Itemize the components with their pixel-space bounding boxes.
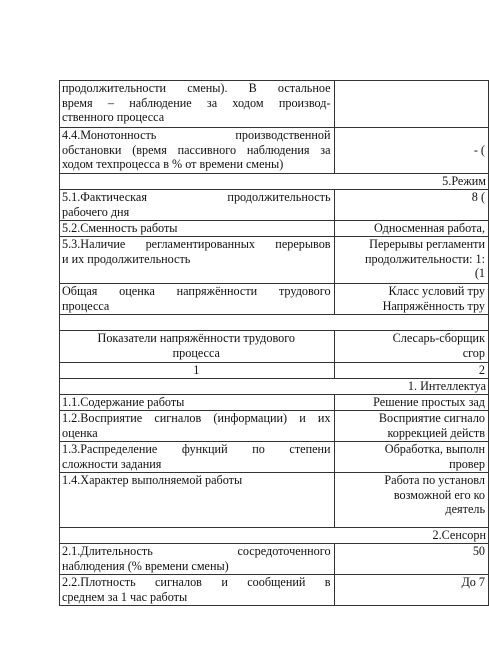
row-value-cell	[334, 395, 488, 411]
table-row	[60, 81, 489, 128]
text-line: Восприятие сигнало	[378, 411, 485, 425]
header-value-cell	[334, 331, 488, 363]
text-line: Напряжённость тру	[382, 298, 485, 313]
table-row	[60, 190, 489, 221]
row-value-cell	[334, 473, 488, 528]
row-value-cell	[334, 411, 488, 442]
spacer-row	[60, 315, 489, 331]
header-text: Слесарь-сборщик	[392, 331, 485, 345]
table-row	[60, 237, 489, 284]
text-line: 2.1.Длительность сосредоточенного	[62, 544, 331, 558]
column-number: 2	[478, 363, 485, 377]
section-title: 5.Режим	[442, 174, 486, 188]
text-line: 50	[472, 544, 485, 558]
row-indicator-cell	[60, 237, 335, 284]
row-value-cell	[334, 442, 488, 473]
column-number-row	[60, 363, 489, 379]
section-row	[60, 528, 489, 544]
text-line: коррекцией действ	[387, 425, 485, 440]
row-indicator-cell	[60, 575, 335, 606]
text-line: Класс условий тру	[388, 284, 485, 298]
text-line: наблюдения (% времени смены)	[62, 558, 229, 573]
text-line: оценка	[62, 425, 98, 440]
text-line: 8 (	[471, 190, 485, 204]
text-line: 1.2.Восприятие сигналов (информации) и их	[62, 411, 331, 425]
row-value-cell	[334, 237, 488, 284]
table-row	[60, 575, 489, 606]
row-value-cell	[334, 221, 488, 237]
text-line: рабочего дня	[62, 204, 130, 219]
row-indicator-cell	[60, 395, 335, 411]
row-indicator-cell	[60, 284, 335, 315]
row-value-cell	[334, 128, 488, 174]
text-line: 1.4.Характер выполняемой работы	[62, 473, 243, 487]
row-indicator-cell	[60, 544, 335, 575]
text-line: Работа по установл	[384, 473, 485, 487]
text-line: 1.1.Содержание работы	[62, 395, 185, 409]
section-title-cell	[60, 528, 489, 544]
text-line: 1.3.Распределение функций по степени	[62, 442, 331, 456]
text-line: - (	[473, 143, 485, 158]
row-value-cell	[334, 81, 488, 128]
text-line: 4.4.Монотонность производственной	[62, 128, 331, 142]
row-value-cell	[334, 284, 488, 315]
text-line: сложности задания	[62, 456, 162, 471]
table-row	[60, 473, 489, 528]
labor-intensity-table	[59, 80, 489, 606]
row-indicator-cell	[60, 411, 335, 442]
text-line: Односменная работа,	[374, 221, 485, 235]
text-line: Обработка, выполн	[384, 442, 485, 456]
header-text: сгор	[462, 345, 485, 360]
text-line: 2.2.Плотность сигналов и сообщений в	[62, 575, 331, 589]
text-line: Перерывы регламенти	[369, 237, 485, 251]
section-title: 2.Сенсорн	[432, 528, 486, 542]
text-line: возможной его ко	[393, 487, 485, 502]
section-title-cell	[60, 379, 489, 395]
text-line: и их продолжительность	[62, 251, 191, 266]
column-number-cell	[334, 363, 488, 379]
text-line: (1	[474, 266, 485, 281]
text-line: 5.2.Сменность работы	[62, 221, 178, 235]
text-line: продолжительности смены). В остальное	[62, 81, 331, 95]
row-indicator-cell	[60, 81, 335, 128]
text-line: время – наблюдение за ходом производ-	[62, 95, 331, 110]
text-line: 5.3.Наличие регламентированных перерывов	[62, 237, 331, 251]
table-row	[60, 442, 489, 473]
column-number: 1	[193, 363, 200, 377]
table-row	[60, 411, 489, 442]
header-text: процесса	[172, 345, 220, 360]
row-value-cell	[334, 544, 488, 575]
text-line: ственного процесса	[62, 110, 165, 125]
text-line: среднем за 1 час работы	[62, 589, 188, 604]
table-row	[60, 395, 489, 411]
text-line: Общая оценка напряжённости трудового	[62, 284, 331, 298]
header-row	[60, 331, 489, 363]
table-row	[60, 284, 489, 315]
section-title: 1. Интеллектуа	[407, 379, 486, 393]
text-line: продолжительности: 1:	[365, 251, 485, 266]
text-line: провер	[449, 456, 485, 471]
table-row	[60, 221, 489, 237]
section-title-cell	[60, 174, 489, 190]
table-row	[60, 544, 489, 575]
section-row	[60, 379, 489, 395]
section-row	[60, 174, 489, 190]
row-indicator-cell	[60, 190, 335, 221]
row-indicator-cell	[60, 473, 335, 528]
column-number-cell	[60, 363, 335, 379]
table-row	[60, 128, 489, 174]
row-indicator-cell	[60, 442, 335, 473]
spacer-cell	[60, 315, 489, 331]
row-indicator-cell	[60, 221, 335, 237]
text-line: деятель	[445, 502, 485, 517]
text-line: 5.1.Фактическая продолжительность	[62, 190, 331, 204]
text-line: обстановки (время пассивного наблюдения за	[62, 142, 331, 157]
text-line: процесса	[62, 298, 110, 313]
header-indicator-cell	[60, 331, 335, 363]
text-line: Решение простых зад	[373, 395, 485, 409]
text-line: ходом техпроцесса в % от времени смены)	[62, 157, 284, 172]
text-line: До 7	[461, 575, 485, 589]
header-text: Показатели напряжённости трудового	[97, 331, 296, 345]
row-value-cell	[334, 575, 488, 606]
row-value-cell	[334, 190, 488, 221]
row-indicator-cell	[60, 128, 335, 174]
